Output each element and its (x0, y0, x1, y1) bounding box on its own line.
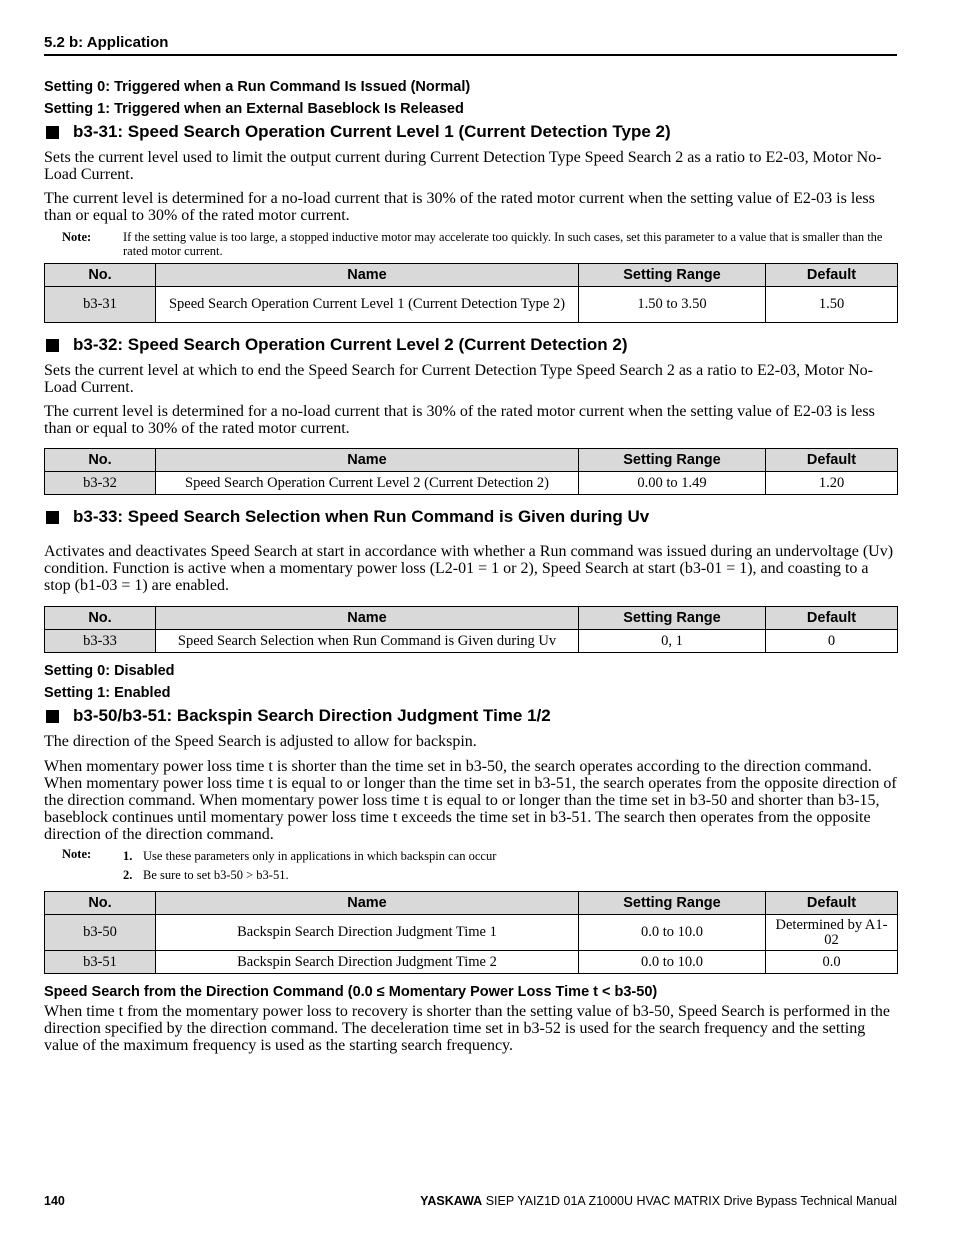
note-item-text: Be sure to set b3-50 > b3-51. (143, 868, 289, 882)
table-row (45, 915, 898, 951)
col-no: No. (45, 892, 156, 915)
col-range: Setting Range (579, 264, 766, 287)
header-rule (44, 54, 897, 56)
col-range: Setting Range (579, 892, 766, 915)
table-row (45, 630, 898, 653)
table-header-row (45, 607, 898, 630)
note-item-text: Use these parameters only in applications in which backspin can occur (143, 849, 497, 863)
b3-50-table (44, 891, 898, 974)
table-row (45, 472, 898, 495)
b3-31-para-2: The current level is determined for a no-load current that is 30% of the rated motor current when the setting value of E2-03 is less than or equal to 30% of the rated motor current. (44, 190, 875, 224)
param-default: Determined by A1-02 (766, 915, 898, 951)
col-default: Default (766, 892, 898, 915)
param-default: 1.50 (766, 287, 898, 323)
b3-31-para-1: Sets the current level used to limit the output current during Current Detection Type Speed Search 2 as a ratio to E2-03, Motor No-Load Current. (44, 149, 882, 183)
col-no: No. (45, 449, 156, 472)
bullet-square-icon (46, 339, 59, 352)
bullet-square-icon (46, 511, 59, 524)
col-name: Name (156, 264, 579, 287)
footer-brand: YASKAWA (420, 1194, 483, 1208)
param-no: b3-32 (45, 472, 156, 495)
page-content (44, 76, 897, 1054)
col-default: Default (766, 449, 898, 472)
direction-command-heading: Speed Search from the Direction Command (0.0 ≤ Momentary Power Loss Time t < b3-50) (44, 984, 658, 1000)
param-range: 1.50 to 3.50 (579, 287, 766, 323)
b3-31-note (62, 230, 897, 258)
list-item (123, 847, 897, 866)
col-default: Default (766, 264, 898, 287)
footer-manual-name: SIEP YAIZ1D 01A Z1000U HVAC MATRIX Drive Bypass Technical Manual (485, 1194, 897, 1208)
table-header-row (45, 264, 898, 287)
col-no: No. (45, 264, 156, 287)
b3-33-para-1: Activates and deactivates Speed Search at start in accordance with whether a Run command was issued during an undervoltage (Uv) condition. Function is active when a momentary power loss (L2-01 = 1 or 2), Speed Search at start (b3-01 = 1), and coasting to a stop (b1-03 = 1) are enabled. (44, 543, 894, 594)
col-default: Default (766, 607, 898, 630)
heading-b3-50-text: b3-50/b3-51: Backspin Search Direction Judgment Time 1/2 (73, 706, 551, 725)
heading-b3-33 (44, 505, 897, 529)
table-header-row (45, 892, 898, 915)
param-name: Speed Search Selection when Run Command is Given during Uv (156, 630, 579, 653)
param-no: b3-51 (45, 951, 156, 974)
b3-33-setting-0: Setting 0: Disabled (44, 663, 175, 679)
heading-b3-32-text: b3-32: Speed Search Operation Current Level 2 (Current Detection 2) (73, 335, 628, 354)
heading-b3-32 (44, 333, 897, 357)
param-name: Speed Search Operation Current Level 2 (Current Detection 2) (156, 472, 579, 495)
param-name: Backspin Search Direction Judgment Time 1 (156, 915, 579, 951)
param-no: b3-31 (45, 287, 156, 323)
bullet-square-icon (46, 126, 59, 139)
direction-command-para: When time t from the momentary power loss to recovery is shorter than the setting value of b3-50, Speed Search is performed in the direction specified by the direction command. The deceleration time set in b3-52 is used for the search frequency and the setting value of the maximum frequency is used as the starting search frequency. (44, 1003, 890, 1054)
note-number: 2. (123, 868, 133, 882)
param-no: b3-33 (45, 630, 156, 653)
param-range: 0.0 to 10.0 (579, 951, 766, 974)
note-label: Note: (62, 847, 92, 861)
b3-31-table (44, 263, 898, 323)
col-name: Name (156, 892, 579, 915)
note-list (123, 847, 897, 885)
table-row (45, 951, 898, 974)
param-range: 0.0 to 10.0 (579, 915, 766, 951)
table-row (45, 287, 898, 323)
heading-b3-31-text: b3-31: Speed Search Operation Current Level 1 (Current Detection Type 2) (73, 122, 671, 141)
col-range: Setting Range (579, 449, 766, 472)
note-text: If the setting value is too large, a stopped inductive motor may accelerate too quickly. In such cases, set this parameter to a value that is smaller than the rated motor current. (123, 230, 883, 258)
param-range: 0, 1 (579, 630, 766, 653)
b3-50-para-1: The direction of the Speed Search is adjusted to allow for backspin. (44, 733, 477, 750)
heading-b3-33-text: b3-33: Speed Search Selection when Run Command is Given during Uv (73, 507, 650, 526)
footer-manual-title (420, 1194, 897, 1208)
table-header-row (45, 449, 898, 472)
section-header: 5.2 b: Application (44, 34, 169, 51)
b3-50-para-2: When momentary power loss time t is shorter than the time set in b3-50, the search operates according to the direction command. When momentary power loss time t is equal to or longer than the time set in b3-51, the search operates from the opposite direction of the direction command. When momentary power loss time t is equal to or longer than the time set in b3-50 and shorter than b3-15, baseblock continues until momentary power loss time t exceeds the time set in b3-51. The search then operates from the opposite direction of the direction command. (44, 758, 897, 843)
page-number: 140 (44, 1194, 65, 1208)
heading-b3-50 (44, 704, 897, 728)
heading-b3-31 (44, 120, 897, 144)
setting-1-line: Setting 1: Triggered when an External Baseblock Is Released (44, 101, 464, 117)
list-item (123, 866, 897, 885)
col-range: Setting Range (579, 607, 766, 630)
b3-32-para-2: The current level is determined for a no-load current that is 30% of the rated motor current when the setting value of E2-03 is less than or equal to 30% of the rated motor current. (44, 403, 875, 437)
setting-0-line: Setting 0: Triggered when a Run Command Is Issued (Normal) (44, 79, 471, 95)
param-no: b3-50 (45, 915, 156, 951)
col-name: Name (156, 449, 579, 472)
param-default: 0.0 (766, 951, 898, 974)
note-label: Note: (62, 230, 92, 244)
b3-33-setting-1: Setting 1: Enabled (44, 685, 171, 701)
col-no: No. (45, 607, 156, 630)
col-name: Name (156, 607, 579, 630)
param-default: 0 (766, 630, 898, 653)
param-default: 1.20 (766, 472, 898, 495)
param-range: 0.00 to 1.49 (579, 472, 766, 495)
note-number: 1. (123, 849, 133, 863)
param-name: Speed Search Operation Current Level 1 (Current Detection Type 2) (156, 287, 579, 323)
b3-33-table (44, 606, 898, 653)
b3-50-note (62, 847, 897, 885)
bullet-square-icon (46, 710, 59, 723)
param-name: Backspin Search Direction Judgment Time 2 (156, 951, 579, 974)
b3-32-table (44, 448, 898, 495)
b3-32-para-1: Sets the current level at which to end the Speed Search for Current Detection Type Speed Search 2 as a ratio to E2-03, Motor No-Load Current. (44, 362, 873, 396)
